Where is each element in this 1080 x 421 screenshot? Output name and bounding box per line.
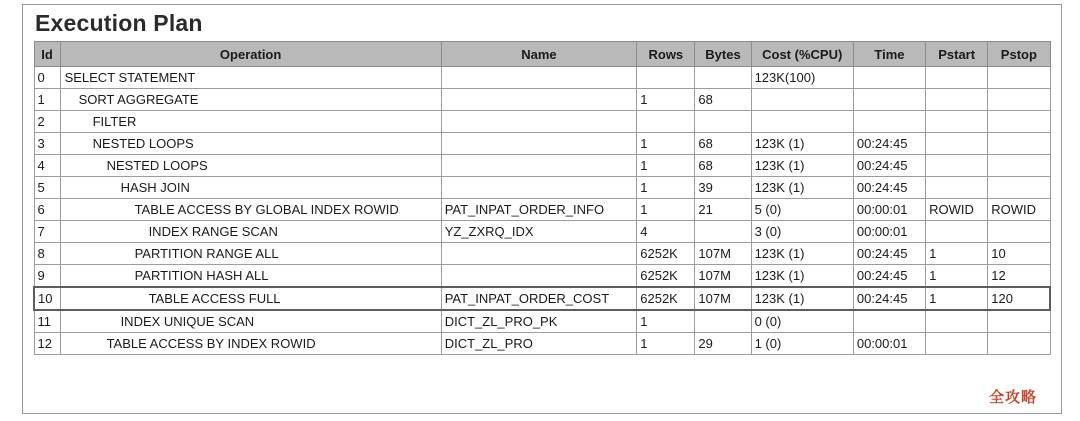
cell-time — [853, 89, 925, 111]
cell-time — [853, 111, 925, 133]
cell-pstart — [926, 333, 988, 355]
cell-time: 00:24:45 — [853, 133, 925, 155]
cell-rows: 4 — [637, 221, 695, 243]
cell-operation: SORT AGGREGATE — [60, 89, 441, 111]
cell-cost: 3 (0) — [751, 221, 853, 243]
cell-pstart: 1 — [926, 243, 988, 265]
cell-name — [441, 177, 637, 199]
cell-rows — [637, 111, 695, 133]
table-row — [34, 199, 1050, 221]
cell-rows — [637, 67, 695, 89]
cell-operation: PARTITION RANGE ALL — [60, 243, 441, 265]
cell-operation: TABLE ACCESS FULL — [60, 287, 441, 310]
cell-id: 2 — [34, 111, 60, 133]
cell-bytes — [695, 310, 751, 333]
cell-name — [441, 67, 637, 89]
cell-bytes — [695, 67, 751, 89]
cell-id: 5 — [34, 177, 60, 199]
cell-id: 1 — [34, 89, 60, 111]
page-title: Execution Plan — [35, 10, 203, 36]
cell-time: 00:00:01 — [853, 221, 925, 243]
table-row — [34, 333, 1050, 355]
cell-name — [441, 111, 637, 133]
table-row — [34, 67, 1050, 89]
cell-pstart — [926, 221, 988, 243]
cell-pstart — [926, 155, 988, 177]
cell-cost: 123K (1) — [751, 265, 853, 288]
cell-rows: 1 — [637, 199, 695, 221]
cell-cost: 0 (0) — [751, 310, 853, 333]
cell-rows: 1 — [637, 155, 695, 177]
table-row — [34, 155, 1050, 177]
cell-bytes: 107M — [695, 287, 751, 310]
execution-plan-table — [33, 41, 1051, 355]
cell-pstart: 1 — [926, 287, 988, 310]
table-body — [34, 67, 1050, 355]
cell-time: 00:00:01 — [853, 333, 925, 355]
cell-time: 00:00:01 — [853, 199, 925, 221]
cell-operation: INDEX RANGE SCAN — [60, 221, 441, 243]
cell-pstart: 1 — [926, 265, 988, 288]
cell-operation: FILTER — [60, 111, 441, 133]
table-row — [34, 265, 1050, 288]
cell-rows: 6252K — [637, 265, 695, 288]
cell-time — [853, 67, 925, 89]
cell-cost: 123K (1) — [751, 155, 853, 177]
cell-pstop — [988, 155, 1050, 177]
cell-time: 00:24:45 — [853, 155, 925, 177]
table-row — [34, 177, 1050, 199]
table-header-row — [34, 42, 1050, 67]
cell-name: PAT_INPAT_ORDER_COST — [441, 287, 637, 310]
table-row — [34, 221, 1050, 243]
table-row — [34, 243, 1050, 265]
cell-rows: 1 — [637, 177, 695, 199]
cell-bytes: 68 — [695, 89, 751, 111]
cell-pstop: 120 — [988, 287, 1050, 310]
column-header-name: Name — [441, 42, 637, 67]
cell-cost: 123K (1) — [751, 133, 853, 155]
cell-operation: TABLE ACCESS BY INDEX ROWID — [60, 333, 441, 355]
column-header-time: Time — [853, 42, 925, 67]
cell-id: 7 — [34, 221, 60, 243]
cell-pstop — [988, 111, 1050, 133]
cell-cost: 123K (1) — [751, 243, 853, 265]
cell-operation: PARTITION HASH ALL — [60, 265, 441, 288]
column-header-pstart: Pstart — [926, 42, 988, 67]
cell-id: 9 — [34, 265, 60, 288]
cell-bytes — [695, 221, 751, 243]
column-header-id: Id — [34, 42, 60, 67]
cell-operation: HASH JOIN — [60, 177, 441, 199]
column-header-rows: Rows — [637, 42, 695, 67]
watermark-text: 全攻略 — [988, 388, 1037, 406]
cell-cost: 5 (0) — [751, 199, 853, 221]
cell-name: DICT_ZL_PRO_PK — [441, 310, 637, 333]
cell-operation: INDEX UNIQUE SCAN — [60, 310, 441, 333]
cell-id: 11 — [34, 310, 60, 333]
cell-id: 8 — [34, 243, 60, 265]
cell-id: 6 — [34, 199, 60, 221]
cell-pstart — [926, 310, 988, 333]
plan-table-wrap — [23, 41, 1061, 363]
cell-cost — [751, 111, 853, 133]
cell-cost: 1 (0) — [751, 333, 853, 355]
cell-operation: TABLE ACCESS BY GLOBAL INDEX ROWID — [60, 199, 441, 221]
cell-cost: 123K (1) — [751, 177, 853, 199]
cell-rows: 6252K — [637, 243, 695, 265]
cell-pstop — [988, 67, 1050, 89]
cell-id: 10 — [34, 287, 60, 310]
cell-name — [441, 155, 637, 177]
cell-bytes: 68 — [695, 155, 751, 177]
table-row — [34, 133, 1050, 155]
column-header-pstop: Pstop — [988, 42, 1050, 67]
cell-bytes — [695, 111, 751, 133]
cell-id: 0 — [34, 67, 60, 89]
cell-pstart — [926, 89, 988, 111]
cell-name — [441, 265, 637, 288]
cell-time: 00:24:45 — [853, 243, 925, 265]
cell-pstart — [926, 133, 988, 155]
cell-pstop: 10 — [988, 243, 1050, 265]
table-row — [34, 89, 1050, 111]
cell-rows: 1 — [637, 310, 695, 333]
cell-operation: NESTED LOOPS — [60, 133, 441, 155]
table-row — [34, 111, 1050, 133]
cell-rows: 1 — [637, 133, 695, 155]
cell-pstop — [988, 221, 1050, 243]
cell-operation: NESTED LOOPS — [60, 155, 441, 177]
cell-name — [441, 89, 637, 111]
cell-name — [441, 133, 637, 155]
cell-name: YZ_ZXRQ_IDX — [441, 221, 637, 243]
cell-cost — [751, 89, 853, 111]
cell-pstart — [926, 111, 988, 133]
column-header-operation: Operation — [60, 42, 441, 67]
cell-pstop — [988, 177, 1050, 199]
cell-pstart: ROWID — [926, 199, 988, 221]
cell-name: PAT_INPAT_ORDER_INFO — [441, 199, 637, 221]
cell-time — [853, 310, 925, 333]
table-row — [34, 287, 1050, 310]
cell-time: 00:24:45 — [853, 265, 925, 288]
cell-time: 00:24:45 — [853, 177, 925, 199]
column-header-cost: Cost (%CPU) — [751, 42, 853, 67]
cell-bytes: 107M — [695, 265, 751, 288]
cell-operation: SELECT STATEMENT — [60, 67, 441, 89]
cell-pstop — [988, 333, 1050, 355]
cell-bytes: 21 — [695, 199, 751, 221]
cell-cost: 123K (1) — [751, 287, 853, 310]
cell-rows: 1 — [637, 89, 695, 111]
cell-pstop: 12 — [988, 265, 1050, 288]
cell-name — [441, 243, 637, 265]
cell-pstop: ROWID — [988, 199, 1050, 221]
cell-bytes: 107M — [695, 243, 751, 265]
cell-id: 12 — [34, 333, 60, 355]
cell-pstart — [926, 67, 988, 89]
cell-rows: 1 — [637, 333, 695, 355]
execution-plan-panel — [22, 4, 1062, 414]
column-header-bytes: Bytes — [695, 42, 751, 67]
cell-id: 3 — [34, 133, 60, 155]
cell-rows: 6252K — [637, 287, 695, 310]
cell-pstop — [988, 133, 1050, 155]
cell-time: 00:24:45 — [853, 287, 925, 310]
cell-bytes: 29 — [695, 333, 751, 355]
cell-bytes: 68 — [695, 133, 751, 155]
table-row — [34, 310, 1050, 333]
cell-id: 4 — [34, 155, 60, 177]
cell-bytes: 39 — [695, 177, 751, 199]
cell-pstop — [988, 89, 1050, 111]
cell-cost: 123K(100) — [751, 67, 853, 89]
cell-name: DICT_ZL_PRO — [441, 333, 637, 355]
cell-pstop — [988, 310, 1050, 333]
cell-pstart — [926, 177, 988, 199]
